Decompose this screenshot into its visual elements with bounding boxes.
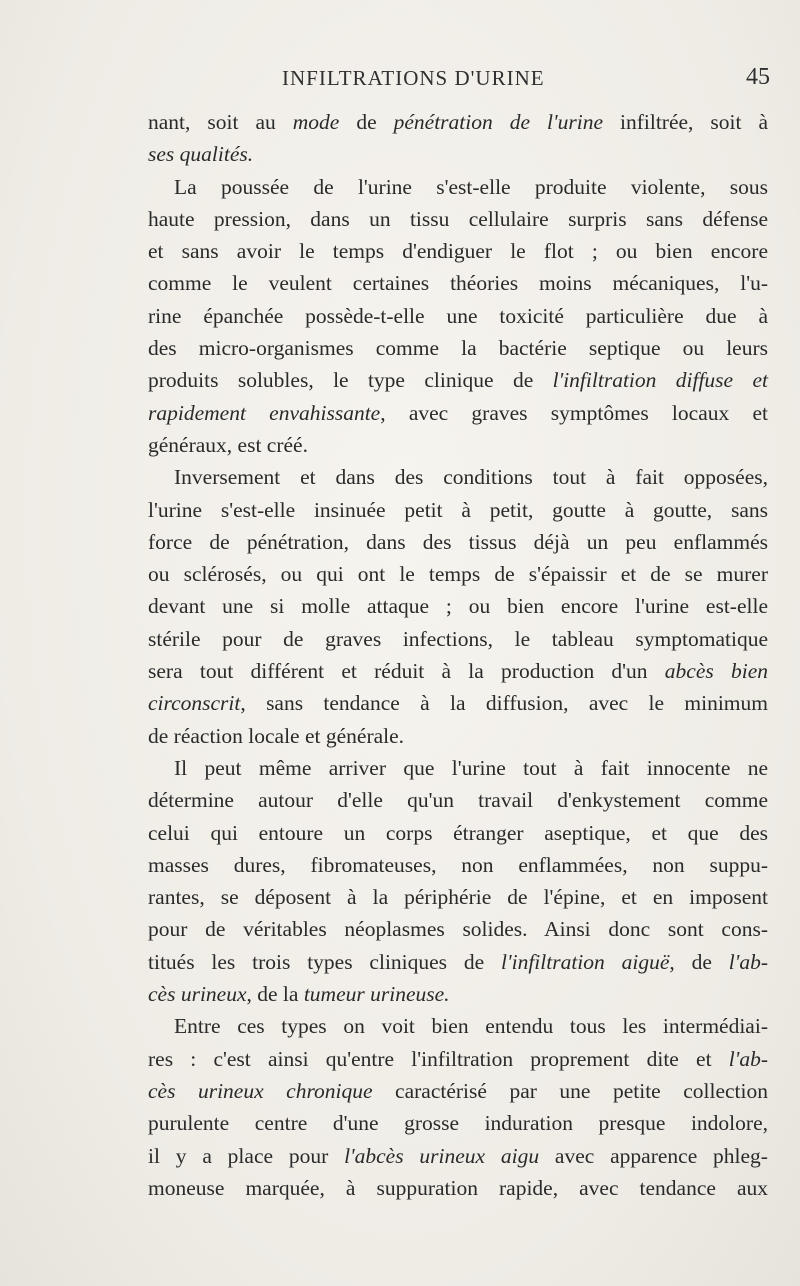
- text-span: ses qualités.: [148, 142, 254, 167]
- text-line: [148, 171, 768, 203]
- text-span: circonscrit: [148, 691, 241, 716]
- text-span: cès urineux: [148, 982, 247, 1007]
- text-line: [148, 461, 768, 493]
- text-span: et sans avoir le temps d'endiguer le flot ; ou bien encore: [148, 239, 768, 264]
- text-span: Entre ces types on voit bien entendu tous les intermédiai-: [174, 1014, 768, 1039]
- text-line: [148, 687, 768, 719]
- text-line: [148, 267, 768, 299]
- text-span: , de la: [246, 982, 304, 1007]
- text-line: [148, 752, 768, 784]
- text-span: moneuse marquée, à suppuration rapide, avec tendance aux: [148, 1175, 768, 1200]
- text-line: [148, 720, 768, 752]
- text-span: l'infiltration aiguë: [501, 949, 670, 974]
- text-span: caractérisé par une petite collection: [372, 1078, 768, 1103]
- text-line: [148, 623, 768, 655]
- text-span: détermine autour d'elle qu'un travail d'enkystement comme: [148, 788, 768, 813]
- text-span: Il peut même arriver que l'urine tout à fait innocente ne: [174, 755, 768, 780]
- text-line: [148, 300, 768, 332]
- text-span: devant une si molle attaque ; ou bien encore l'urine est-elle: [148, 594, 768, 619]
- text-line: [148, 494, 768, 526]
- text-span: haute pression, dans un tissu cellulaire surpris sans défense: [148, 206, 768, 231]
- text-line: [148, 397, 768, 429]
- text-span: avec apparence phleg-: [539, 1143, 768, 1168]
- text-line: [148, 106, 768, 138]
- text-line: [148, 849, 768, 881]
- text-line: [148, 364, 768, 396]
- text-span: titués les trois types cliniques de: [148, 949, 502, 974]
- text-span: nant, soit au: [148, 110, 293, 134]
- text-line: [148, 429, 768, 461]
- text-span: l'ab-: [728, 949, 768, 974]
- text-span: mode: [292, 110, 340, 134]
- text-span: il y a place pour: [148, 1143, 345, 1168]
- text-span: infiltrée, soit à: [603, 110, 769, 134]
- text-span: , avec graves symptômes locaux et: [380, 400, 768, 425]
- text-span: des micro-organismes comme la bactérie septique ou leurs: [148, 336, 768, 361]
- text-span: res : c'est ainsi qu'entre l'infiltration proprement dite et: [148, 1046, 729, 1071]
- text-span: ou sclérosés, ou qui ont le temps de s'épaissir et de se murer: [148, 562, 768, 587]
- text-span: force de pénétration, dans des tissus déjà un peu enflammés: [148, 529, 768, 554]
- text-span: pour de véritables néoplasmes solides. Ainsi donc sont cons-: [148, 917, 768, 942]
- text-span: purulente centre d'une grosse induration presque indolore,: [148, 1111, 768, 1136]
- text-span: l'infiltration diffuse et: [552, 368, 768, 393]
- text-line: [148, 946, 768, 978]
- text-line: [148, 913, 768, 945]
- text-span: de: [339, 110, 394, 134]
- text-span: rantes, se déposent à la périphérie de l'épine, et en imposent: [148, 885, 768, 910]
- page-header: [248, 66, 770, 96]
- text-span: La poussée de l'urine s'est-elle produite violente, sous: [174, 174, 768, 199]
- text-span: stérile pour de graves infections, le tableau symptomatique: [148, 626, 768, 651]
- text-line: [148, 655, 768, 687]
- text-span: rine épanchée possède-t-elle une toxicité particulière due à: [148, 303, 768, 328]
- text-line: [148, 558, 768, 590]
- text-line: [148, 138, 768, 170]
- text-line: [148, 332, 768, 364]
- text-span: l'ab-: [728, 1046, 768, 1071]
- text-span: Inversement et dans des conditions tout à fait opposées,: [174, 465, 768, 490]
- text-span: tumeur urineuse.: [303, 982, 450, 1007]
- text-line: [148, 817, 768, 849]
- text-line: [148, 881, 768, 913]
- text-span: , sans tendance à la diffusion, avec le minimum: [240, 691, 768, 716]
- text-line: [148, 784, 768, 816]
- text-line: [148, 590, 768, 622]
- text-line: [148, 1107, 768, 1139]
- text-span: comme le veulent certaines théories moins mécaniques, l'u-: [148, 271, 768, 296]
- text-line: [148, 1043, 768, 1075]
- text-span: l'urine s'est-elle insinuée petit à petit, goutte à goutte, sans: [148, 497, 768, 522]
- text-span: sera tout différent et réduit à la production d'un: [148, 659, 665, 684]
- text-span: rapidement envahissante: [148, 400, 381, 425]
- page-number: 45: [746, 64, 770, 90]
- text-line: [148, 203, 768, 235]
- text-span: abcès bien: [664, 659, 768, 684]
- text-line: [148, 978, 768, 1010]
- text-span: cès urineux chronique: [148, 1078, 373, 1103]
- text-span: , de: [669, 949, 729, 974]
- text-span: celui qui entoure un corps étranger aseptique, et que des: [148, 820, 768, 845]
- running-head: INFILTRATIONS D'URINE: [282, 66, 545, 90]
- text-span: généraux, est créé.: [148, 432, 308, 457]
- text-span: masses dures, fibromateuses, non enflammées, non suppu-: [148, 852, 768, 877]
- text-line: [148, 1172, 768, 1204]
- text-span: produits solubles, le type clinique de: [148, 368, 553, 393]
- text-line: [148, 1140, 768, 1172]
- text-span: de réaction locale et générale.: [148, 723, 405, 748]
- text-line: [148, 235, 768, 267]
- text-line: [148, 1010, 768, 1042]
- text-line: [148, 526, 768, 558]
- text-line: [148, 1075, 768, 1107]
- text-span: l'abcès urineux aigu: [344, 1143, 540, 1168]
- text-span: pénétration de l'urine: [393, 110, 603, 134]
- body-text: [148, 106, 768, 1204]
